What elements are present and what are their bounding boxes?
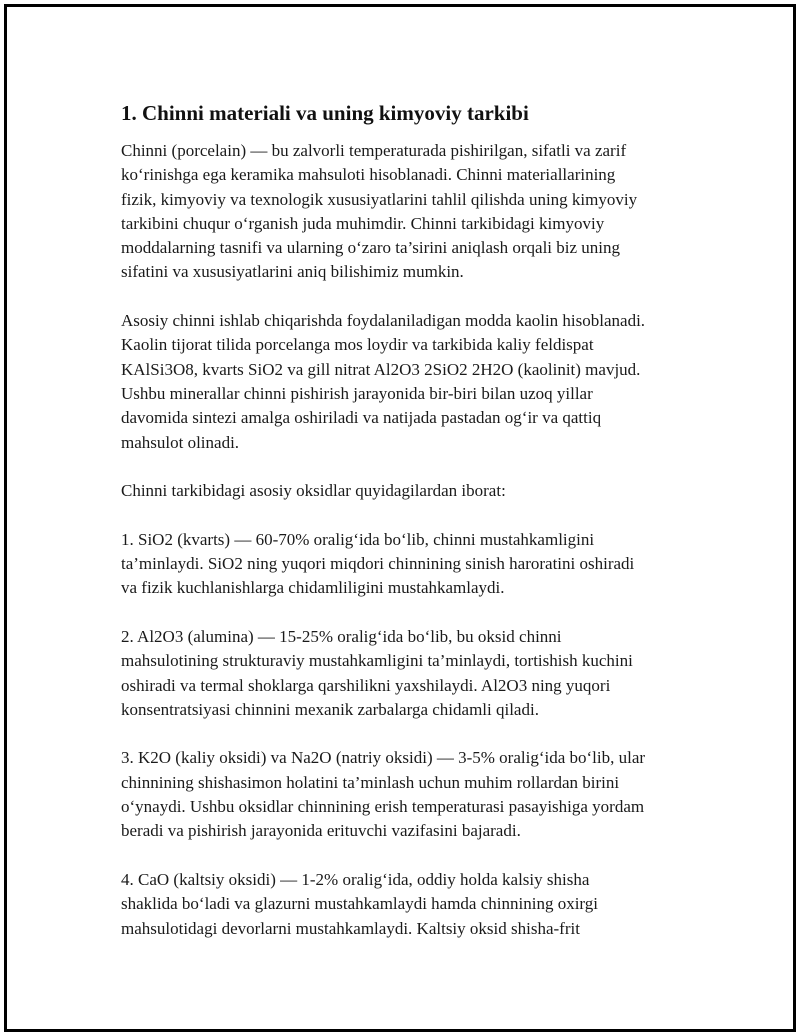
text-line: davomida sintezi amalga oshiriladi va natijada pastadan og‘ir va qattiq	[121, 408, 602, 428]
list-item-cao	[121, 868, 701, 941]
text-line: mahsulotidagi devorlarni mustahkamlaydi. Kaltsiy oksid shisha-frit	[121, 918, 580, 938]
text-line: chinnining shishasimon holatini ta’minlash uchun muhim rollardan birini	[121, 772, 620, 792]
text-line: 4. CaO (kaltsiy oksidi) — 1-2% oralig‘ida, oddiy holda kalsiy shisha	[121, 869, 590, 889]
paragraph-kaolin	[121, 309, 701, 455]
text-line: konsentratsiyasi chinnini mexanik zarbalarga chidamli qiladi.	[121, 699, 539, 719]
text-line: va fizik kuchlanishlarga chidamliligini mustahkamlaydi.	[121, 578, 505, 598]
list-item-sio2	[121, 528, 701, 601]
text-line: oshiradi va termal shoklarga qarshilikni yaxshilaydi. Al2O3 ning yuqori	[121, 675, 611, 695]
text-line: beradi va pishirish jarayonida erituvchi vazifasini bajaradi.	[121, 821, 521, 841]
text-line: KAlSi3O8, kvarts SiO2 va gill nitrat Al2O3 2SiO2 2H2O (kaolinit) mavjud.	[121, 359, 641, 379]
text-line: ta’minlaydi. SiO2 ning yuqori miqdori chinnining sinish haroratini oshiradi	[121, 554, 635, 574]
page-frame	[4, 4, 796, 1032]
document-body	[121, 99, 701, 965]
text-line: moddalarning tasnifi va ularning o‘zaro ta’sirini aniqlash orqali biz uning	[121, 238, 621, 258]
paragraph-oxides-intro	[121, 479, 701, 503]
text-line: sifatini va xususiyatlarini aniq bilishimiz mumkin.	[121, 262, 464, 282]
list-item-al2o3	[121, 625, 701, 722]
text-line: Chinni tarkibidagi asosiy oksidlar quyidagilardan iborat:	[121, 481, 506, 501]
section-heading: 1. Chinni materiali va uning kimyoviy tarkibi	[121, 101, 529, 125]
text-line: o‘ynaydi. Ushbu oksidlar chinnining erish temperaturasi pasayishiga yordam	[121, 797, 645, 817]
text-line: shaklida bo‘ladi va glazurni mustahkamlaydi hamda chinnining oxirgi	[121, 894, 598, 914]
text-line: Asosiy chinni ishlab chiqarishda foydalaniladigan modda kaolin hisoblanadi.	[121, 311, 646, 331]
list-item-k2o-na2o	[121, 746, 701, 843]
text-line: Ushbu minerallar chinni pishirish jarayonida bir-biri bilan uzoq yillar	[121, 383, 593, 403]
text-line: tarkibini chuqur o‘rganish juda muhimdir. Chinni tarkibidagi kimyoviy	[121, 213, 605, 233]
text-line: fizik, kimyoviy va texnologik xususiyatlarini tahlil qilishda uning kimyoviy	[121, 189, 638, 209]
text-line: Kaolin tijorat tilida porcelanga mos loydir va tarkibida kaliy feldispat	[121, 335, 594, 355]
text-line: 3. K2O (kaliy oksidi) va Na2O (natriy oksidi) — 3-5% oralig‘ida bo‘lib, ular	[121, 748, 646, 768]
text-line: 1. SiO2 (kvarts) — 60-70% oralig‘ida bo‘lib, chinni mustahkamligini	[121, 529, 595, 549]
text-line: ko‘rinishga ega keramika mahsuloti hisoblanadi. Chinni materiallarining	[121, 165, 616, 185]
text-line: Chinni (porcelain) — bu zalvorli temperaturada pishirilgan, sifatli va zarif	[121, 141, 627, 160]
text-line: mahsulotining strukturaviy mustahkamligini ta’minlaydi, tortishish kuchini	[121, 651, 633, 671]
text-line: mahsulot olinadi.	[121, 432, 240, 452]
paragraph-intro	[121, 139, 701, 285]
text-line: 2. Al2O3 (alumina) — 15-25% oralig‘ida bo‘lib, bu oksid chinni	[121, 626, 562, 646]
